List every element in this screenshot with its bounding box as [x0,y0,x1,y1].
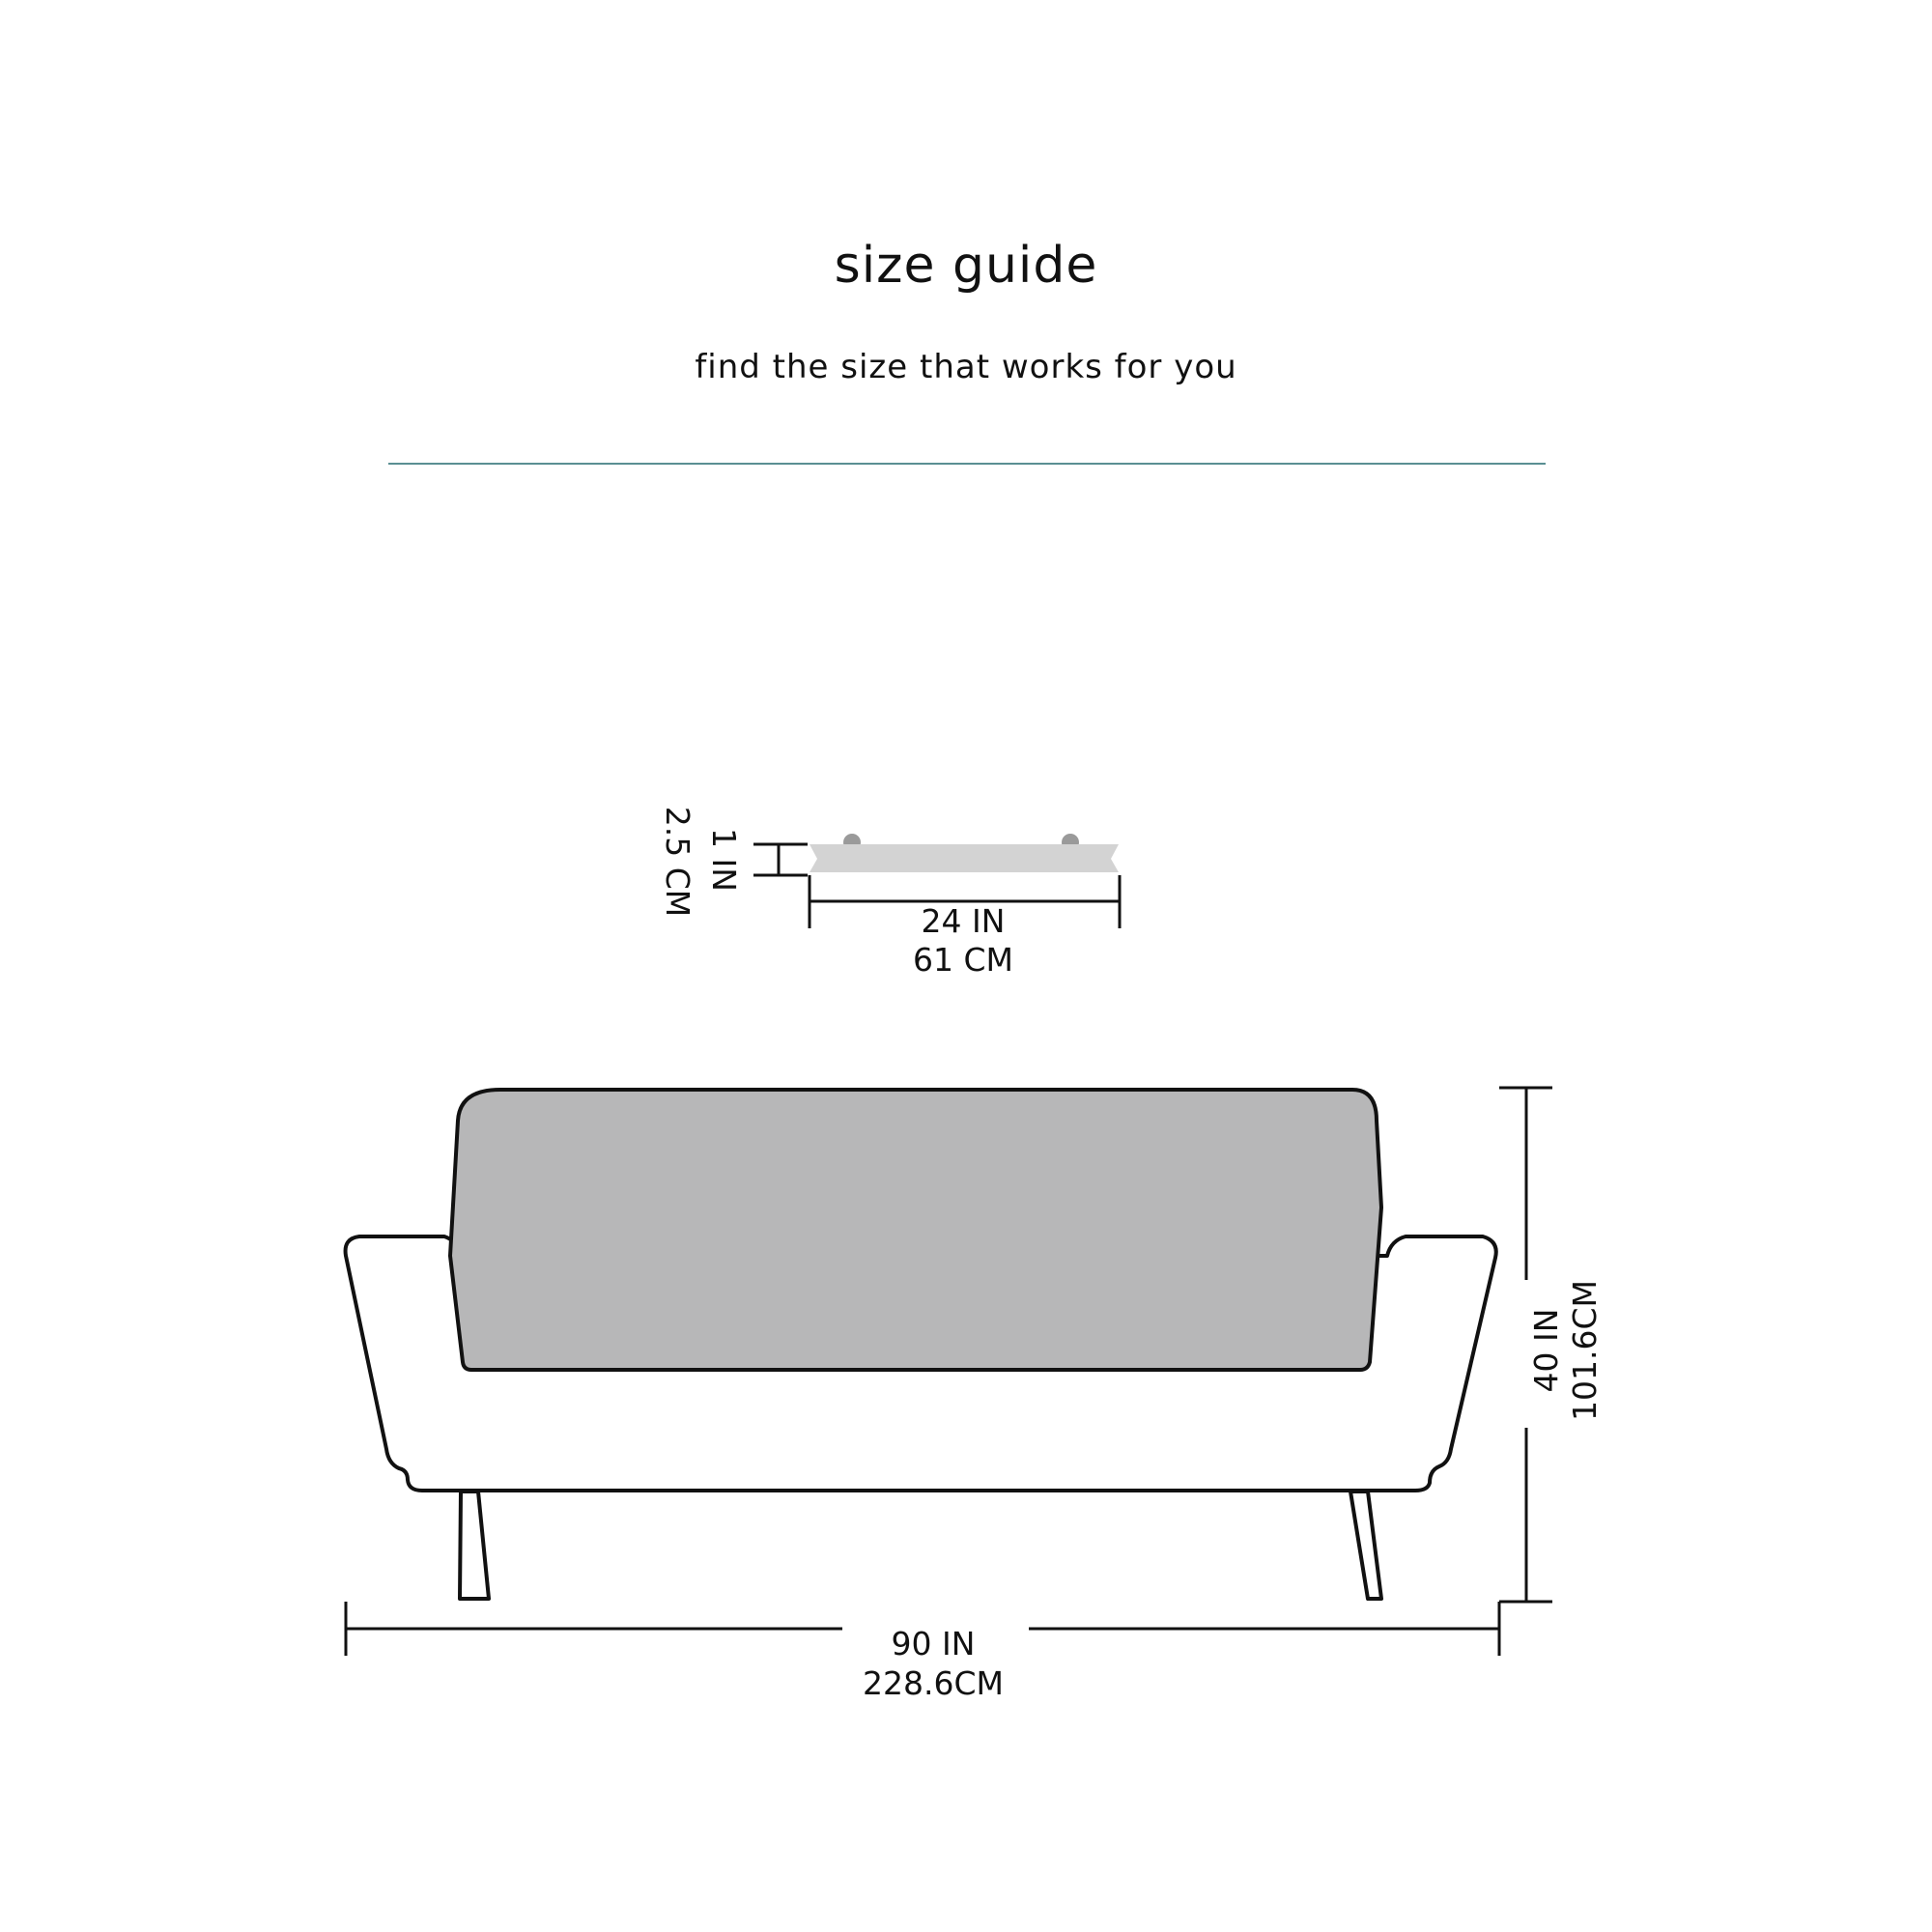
page-subtitle: find the size that works for you [695,348,1237,386]
shelf-illustration [810,834,1119,872]
sofa-height-in-label: 40 IN [1527,1308,1565,1393]
shelf-height-cm-label: 2.5 CM [659,806,696,918]
shelf-board [810,844,1119,872]
sofa-leg-left [460,1492,489,1599]
sofa-width-cm-label: 228.6CM [863,1664,1004,1702]
sofa-back-cushion [450,1090,1381,1370]
shelf-width-in-label: 24 IN [921,902,1006,940]
shelf-height-dimension [753,844,808,875]
page-title: size guide [834,237,1098,295]
sofa-leg-right [1350,1492,1381,1599]
shelf-width-cm-label: 61 CM [913,941,1013,979]
sofa-height-cm-label: 101.6CM [1566,1280,1604,1421]
sofa-illustration [346,1090,1496,1599]
shelf-height-in-label: 1 IN [705,828,743,892]
sofa-width-in-label: 90 IN [891,1625,976,1662]
